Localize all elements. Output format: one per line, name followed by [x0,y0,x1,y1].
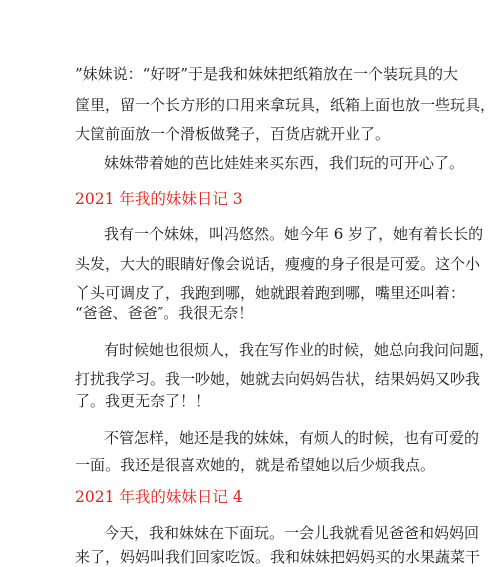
paragraph-line: 大筐前面放一个滑板做凳子，百货店就开业了。 [75,125,391,143]
paragraph-line: 丫头可调皮了，我跑到哪，她就跟着跑到哪，嘴里还叫着： [75,284,466,302]
paragraph-line: 打扰我学习。我一吵她，她就去向妈妈告状，结果妈妈又吵我 [75,370,481,388]
paragraph-line: “爸爸、爸爸″。我很无奈！ [75,304,254,322]
paragraph-line: 我有一个妹妹，叫冯悠然。她今年 6 岁了，她有着长长的 [104,225,484,243]
paragraph-line: 筐里，留一个长方形的口用来拿玩具，纸箱上面也放一些玩具， [75,96,496,114]
paragraph-line: 有时候她也很烦人，我在写作业的时候，她总向我问问题， [104,341,495,359]
paragraph-line: 了。我更无奈了！！ [75,392,211,410]
paragraph-line: 不管怎样，她还是我的妹妹，有烦人的时候，也有可爱的 [104,429,480,447]
paragraph-line: 一面。我还是很喜欢她的，就是希望她以后少烦我点。 [75,456,436,474]
paragraph-line: 头发，大大的眼睛好像会说话，瘦瘦的身子很是可爱。这个小 [75,255,481,273]
section-heading: 2021 年我的妹妹日记 3 [75,190,243,208]
paragraph-line: 妹妹带着她的芭比娃娃来买东西，我们玩的可开心了。 [104,154,465,172]
paragraph-line: 今天，我和妹妹在下面玩。一会儿我就看见爸爸和妈妈回 [104,524,480,542]
paragraph-line: ”妹妹说：“好呀”于是我和妹妹把纸箱放在一个装玩具的大 [75,65,459,83]
paragraph-line: 来了，妈妈叫我们回家吃饭。我和妹妹把妈妈买的水果蔬菜干 [75,548,481,566]
section-heading: 2021 年我的妹妹日记 4 [75,488,243,506]
